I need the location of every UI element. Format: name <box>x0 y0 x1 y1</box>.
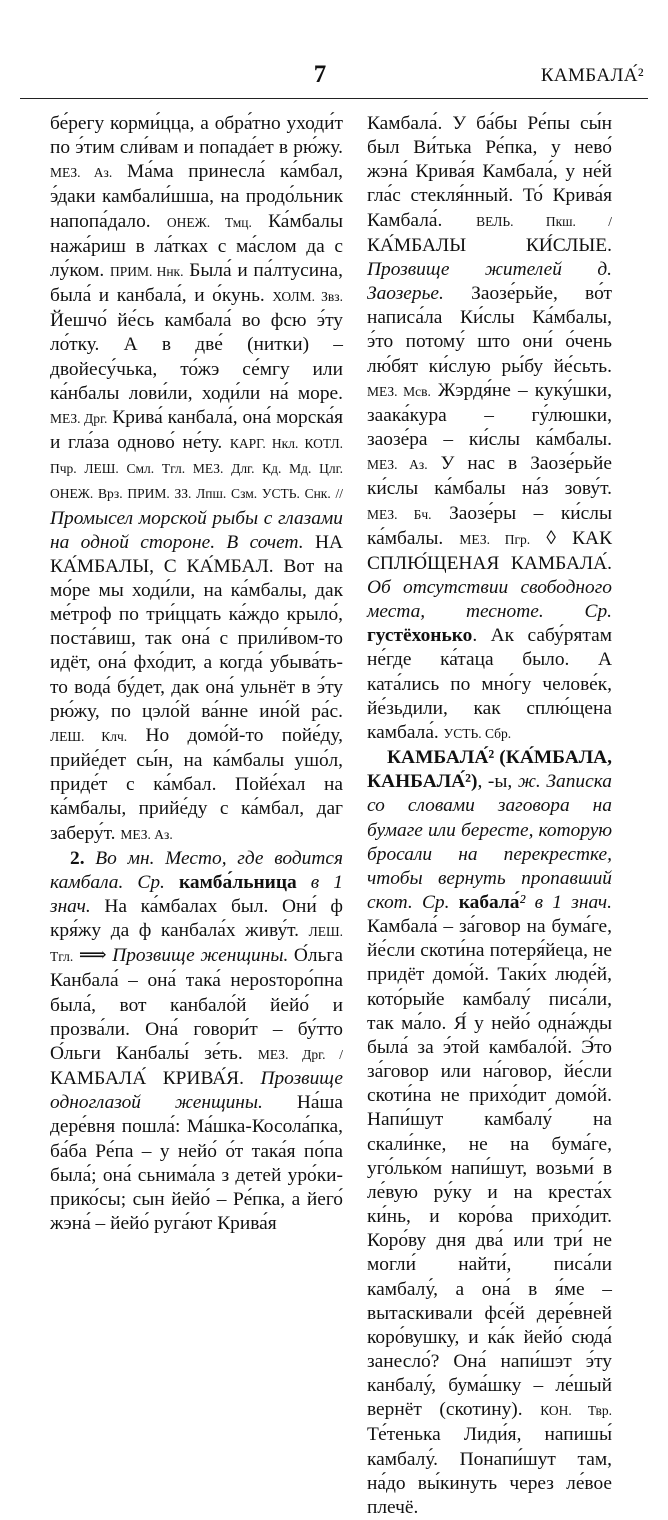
text-run: Прозвище жителей д. Заозерье. <box>367 258 612 305</box>
text-run: Но домо́й-то пойе́ду, прийе́дет сы́н, на ка́мбалы ушо́л, приде́т с ка́мбал. Пойе́хал на ка́мбалы, прийе́ду с ка́мбал, даг заберу́т. <box>50 724 343 844</box>
text-run: бе́регу корми́цца, а обра́тно уходи́т по э́тим сли́вам и попада́ет в рю́жу. <box>50 113 343 159</box>
text-run: густёхонько <box>367 625 473 647</box>
entry-paragraph <box>50 847 343 1237</box>
text-run: МЕЗ. Дрг. <box>50 410 108 426</box>
text-run: ЛЕШ. Клч. <box>50 728 128 744</box>
text-run: УСТЬ. Сбр. <box>443 725 512 741</box>
text-run: У нас в Заозе́рьйе ки́слы ка́мбалы на́з зову́т. <box>367 453 612 500</box>
entry-paragraph <box>367 746 612 1520</box>
text-run: МЕЗ. Аз. <box>120 826 173 842</box>
text-run: МЕЗ. Пгр. <box>459 531 531 547</box>
text-run: Во мн. Место, где водится камбала. Ср. <box>50 847 343 893</box>
text-run: Те́тенька Лиди́я, напишы́ камбалу́. Понапи́шут там, на́до вы́кинуть через ле́вое плечё. <box>367 1424 612 1518</box>
text-run: ж. Записка со словами заговора на бумаге или бересте, которую бросали на перекрестке, чтобы вернуть пропавший скот. Ср. <box>367 771 612 913</box>
text-run: Камбала́ – за́говор на бума́ге, йе́сли скоти́на потеря́йеца, не придёт домо́й. Таки́х люде́й, кото́рыйе камбалу́ писа́ли, так ма́ло. Я́ у нейо́ одна́жды была́ за э́той камбало́й. Э́то за́говор или на́говор, йе́сли скоти́на не прихо́дит домо́й. Напи́шут камбалу́ на скали́нке, не на бума́ге, уго́лько́м напи́шут, возьми́ в ле́вую ру́ку и на креста́х ки́нь, и коро́ва прихо́дит. Коро́ву дня два́ или три́ не могли́ найти́, писа́ли камбалу́, а она́ в я́ме – вытаскивали фсе́й дере́вней коро́вушку, и ка́к йейо́ сюда́ занесло́? Она́ напи́шэт э́ту канбалу́, бума́шку – ле́шый вернёт (скотину). <box>367 916 612 1421</box>
text-run: Заозе́рьйе, во́т написа́ла Ки́слы Ка́мбалы, э́то потому́ што они́ о́чень лю́бят ки́слую ры́бу йе́сьть. <box>367 283 612 377</box>
text-run: МЕЗ. Аз. <box>50 165 113 181</box>
text-run: ЛЕШ. Тгл. <box>50 924 343 965</box>
text-run: Ка́мбалы нажа́риш в ла́тках с ма́слом да с лу́ком. <box>50 210 343 281</box>
text-run: Йешчо́ йе́сь камбала́ во фсю э́ту ло́тку. А в две́ (нитки) – двойесу́чька, то́жэ се́мгу или ка́нбалы лови́ли, ходи́ли на́ море. <box>50 310 343 404</box>
text-run: Прозвище женщины. <box>112 945 289 967</box>
text-run: КА́МБАЛЫ КИ́СЛЫЕ. <box>367 234 612 256</box>
text-run: Камбала́. У ба́бы Ре́пы сы́н был Ви́тька Ре́пка, у нево́ жэна́ Крива́я Камбала́, у не́й гла́с стекля́нный. То́ Крива́я Камбала́. <box>367 113 612 231</box>
text-run: КАРГ. Нкл. КОТЛ. Пчр. ЛЕШ. Смл. Тгл. МЕЗ. Длг. Кд. Мд. Цлг. ОНЕЖ. Врз. ПРИМ. ЗЗ. Лпш. Сзм. УСТЬ. Снк. // <box>50 436 343 502</box>
entry-paragraph <box>367 112 612 746</box>
text-run: ◊ КАК СПЛЮ́ЩЕНАЯ КАМБАЛА́. <box>367 527 612 574</box>
running-head: КАМБАЛА́² <box>540 65 644 86</box>
text-run: Заозе́ры – ки́слы ка́мбалы. <box>367 502 612 549</box>
right-column <box>367 112 612 1520</box>
text-run: Была́ и па́лтусина, была́ и канбала́, и о́кунь. <box>50 259 343 307</box>
text-run: ⟹ <box>73 945 113 967</box>
entry-paragraph <box>50 112 343 847</box>
text-run: Крива́ канбала́, она́ морска́я и гла́за одново́ не́ту. <box>50 406 343 454</box>
text-run: МЕЗ. Бч. <box>367 506 432 522</box>
text-run: На́ша дере́вня пошла́: Ма́шка-Косола́пка, ба́ба Ре́па – у нейо́ о́т така́я по́па была́; она́ сьнима́ла з детей уро́ки-прико́сы; сын йейо́ – Ре́пка, а йего́ жэна́ – йейо́ руга́ют Крива́я <box>50 1092 343 1235</box>
text-run: Промысел морской рыбы с глазами на одной стороне. В сочет. <box>50 507 343 553</box>
text-run: О́льга Канбала́ – она́ така́ нерosторо́пна была́, вот канбало́й йейо́ и прозва́ли. Она́ говори́т – бу́тто О́льги Канбалы́ зе́ть. <box>50 945 343 1064</box>
text-run: ХОЛМ. Звз. <box>272 289 343 305</box>
header-rule <box>20 98 648 99</box>
text-run: МЕЗ. Дрг. / <box>257 1046 343 1062</box>
text-run: , -ы, <box>477 771 518 793</box>
text-run: ВЕЛЬ. Пкш. / <box>476 213 612 229</box>
text-run: Об отсутствии свободного места, тесноте. Ср. <box>367 576 612 623</box>
text-run: в 1 знач. <box>50 871 343 917</box>
text-run: Прозвище одноглазой женщины. <box>50 1068 343 1114</box>
text-run: КАМБАЛА́² (КА́МБАЛА, КАНБАЛА́²) <box>367 747 612 793</box>
text-run: ² в 1 знач. <box>519 892 612 913</box>
text-run: кабала́ <box>458 892 520 913</box>
text-run: камба́льница <box>179 871 297 893</box>
text-run: ОНЕЖ. Тмц. <box>166 214 252 230</box>
page-number: 7 <box>313 61 327 88</box>
text-run: КОН. Твр. <box>540 1403 612 1419</box>
text-run: . Ак сабу́рятам не́где ка́таца было. А ката́лись по мно́гу челове́к, йе́зьдили, как сплю́щена камбала́. <box>367 625 612 743</box>
text-run: 2. <box>70 847 85 869</box>
text-run: НА КА́МБАЛЫ, С КА́МБАЛ. Вот на мо́ре мы ходи́ли, на ка́мбалы, дак ме́троф по три́ццать ка́ждо крыло́, поста́виш, так она́ с прили́вом-то идёт, она́ фхо́дит, а когда́ убыва́ть-то вода́ бу́дет, дак она́ ульнёт в э́ту рю́жу, по цэло́й ва́нне ино́й ра́с. <box>50 531 343 722</box>
text-run: Ма́ма принесла́ ка́мбал, э́даки камбали́шша, на продо́льник напопа́дало. <box>50 161 343 232</box>
text-run: КАМБАЛА́ КРИВА́Я. <box>50 1068 261 1090</box>
text-run: ПРИМ. Ннк. <box>109 263 184 279</box>
text-run: МЕЗ. Аз. <box>367 457 428 473</box>
text-run: На ка́мбалах был. Они́ ф кря́жу да ф канбала́х живу́т. <box>50 896 343 942</box>
left-column <box>50 112 343 1236</box>
text-run: МЕЗ. Мсв. <box>367 383 431 399</box>
text-run: Жэрдя́не – куку́шки, заака́кура – гу́люшки, заозе́ра – ки́слы ка́мбалы. <box>367 379 612 451</box>
